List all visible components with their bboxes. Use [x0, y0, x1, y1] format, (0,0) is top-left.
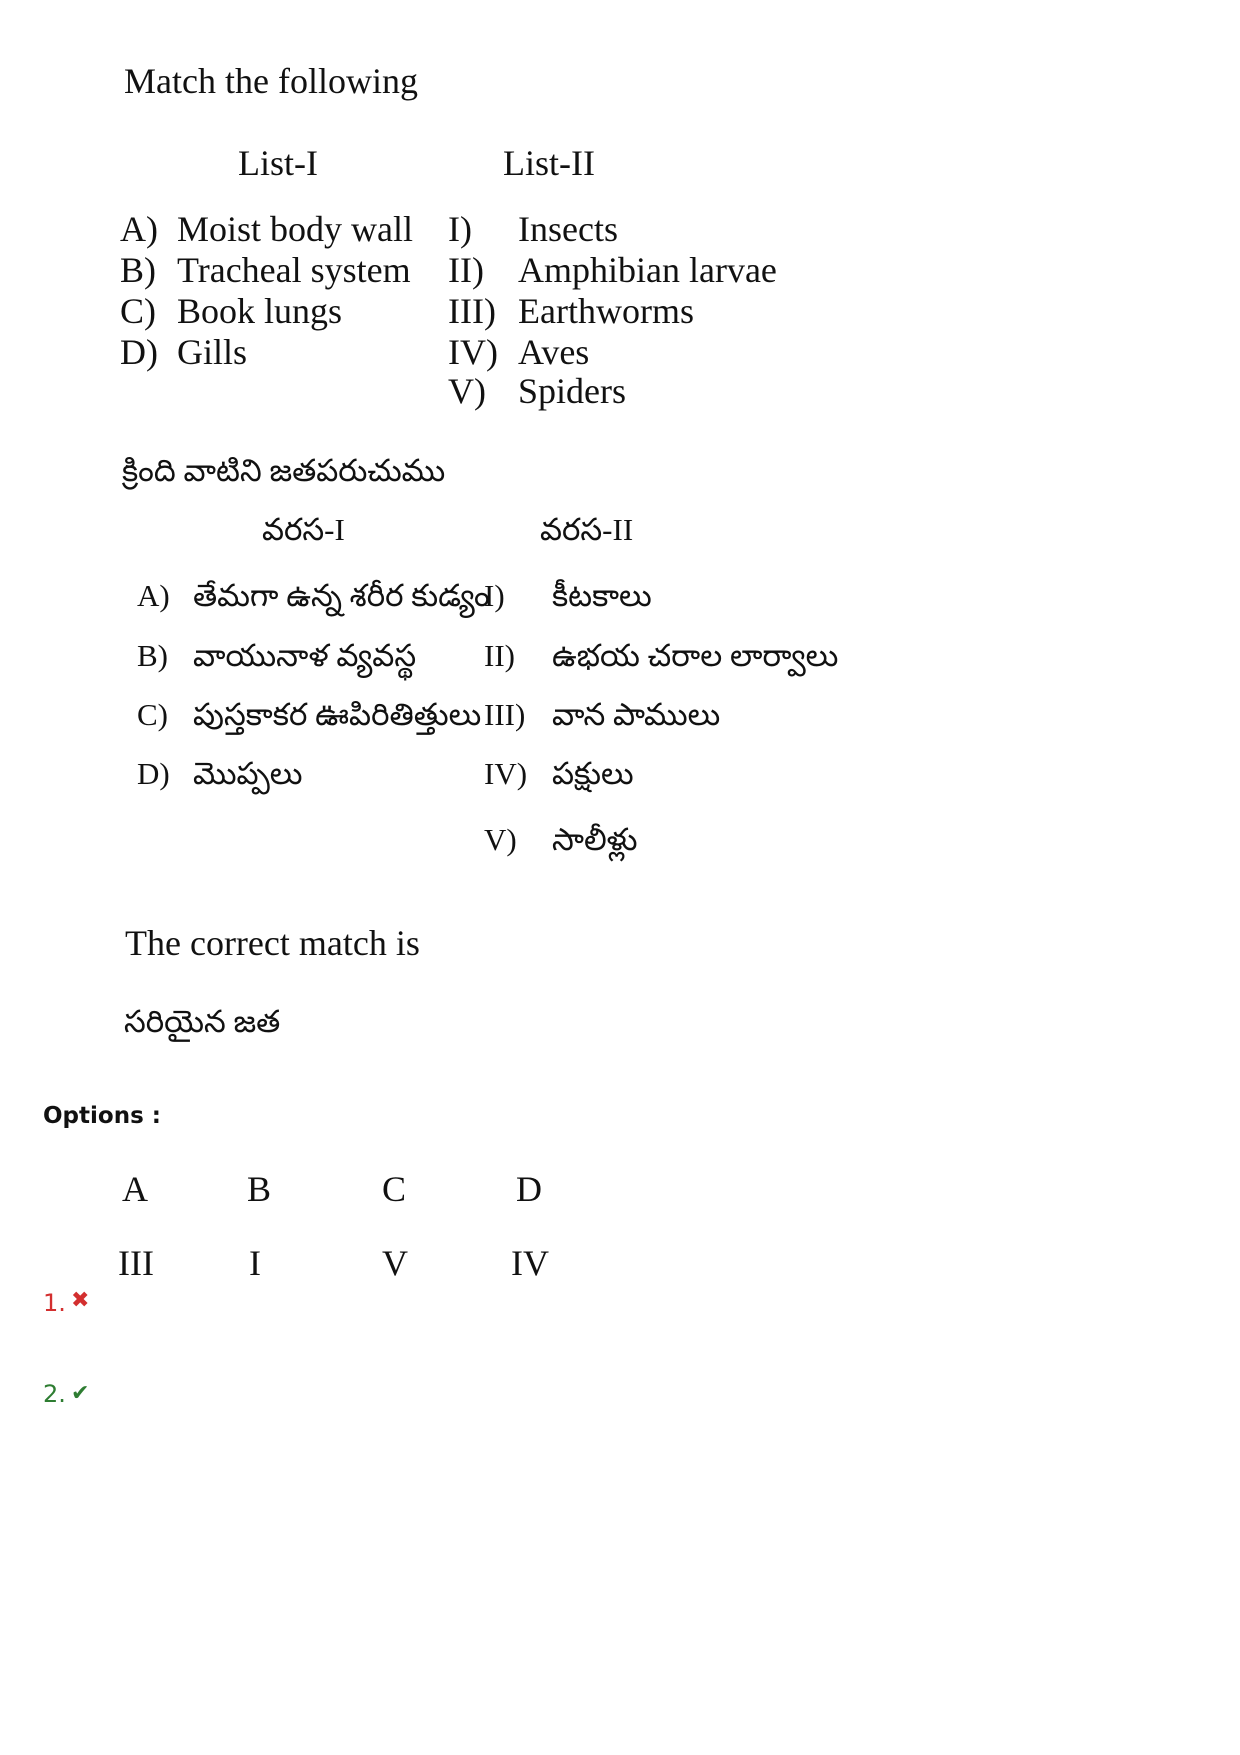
- list2-text: పక్షులు: [552, 756, 634, 791]
- check-icon: ✔: [71, 1381, 90, 1406]
- list1-key: A): [120, 209, 158, 249]
- list2-text: Spiders: [518, 371, 626, 411]
- list2-key: III): [484, 697, 526, 732]
- option-number: 2.: [43, 1380, 66, 1408]
- list2-text: Aves: [518, 332, 590, 372]
- option-2[interactable]: [43, 1380, 89, 1408]
- list2-key: IV): [484, 756, 528, 791]
- option-header-cell: B: [247, 1169, 272, 1209]
- list1-key: D): [137, 756, 170, 791]
- list1-key: D): [120, 332, 158, 372]
- list1-text: Gills: [177, 332, 248, 372]
- option-header-cell: D: [516, 1169, 542, 1209]
- list1-text: పుస్తకాకర ఊపిరితిత్తులు: [193, 697, 482, 732]
- options-label: Options :: [43, 1103, 161, 1129]
- list2-text: వాన పాములు: [552, 697, 721, 732]
- list1-key: A): [137, 578, 170, 613]
- answer-prompt-te: సరియైన జత: [124, 1004, 281, 1039]
- cross-icon: ✖: [71, 1288, 90, 1313]
- list2-key: V): [484, 822, 517, 857]
- question-title-te: క్రింది వాటిని జతపరుచుము: [122, 453, 446, 488]
- list2-key: I): [484, 578, 505, 613]
- list2-text: ఉభయ చరాల లార్వాలు: [552, 638, 839, 673]
- option-1[interactable]: [43, 1288, 89, 1317]
- list2-text: Amphibian larvae: [518, 250, 777, 290]
- list1-text: వాయునాళ వ్యవస్థ: [193, 638, 417, 673]
- list1-text: Moist body wall: [177, 209, 414, 249]
- option-number: 1.: [43, 1289, 66, 1317]
- list2-key: II): [484, 638, 515, 673]
- list1-text: Book lungs: [177, 291, 343, 331]
- list1-key: B): [120, 250, 156, 290]
- option-value-cell: IV: [511, 1243, 549, 1283]
- question-title-en: Match the following: [124, 61, 418, 101]
- option-value-cell: V: [382, 1243, 408, 1283]
- list1-text: మొప్పలు: [193, 756, 303, 791]
- option-value-cell: I: [249, 1243, 261, 1283]
- list2-text: కీటకాలు: [552, 578, 652, 613]
- list2-text: Earthworms: [518, 291, 694, 331]
- list1-key: B): [137, 638, 168, 673]
- list2-key: I): [448, 209, 472, 249]
- list2-heading-te: వరస-II: [540, 512, 634, 547]
- list2-text: సాలీళ్లు: [552, 822, 638, 857]
- list1-key: C): [120, 291, 156, 331]
- answer-prompt-en: The correct match is: [125, 923, 420, 963]
- list1-key: C): [137, 697, 168, 732]
- list2-key: III): [448, 291, 496, 331]
- list2-text: Insects: [518, 209, 618, 249]
- option-value-cell: III: [118, 1243, 154, 1283]
- list2-key: V): [448, 371, 486, 411]
- option-header-cell: C: [382, 1169, 407, 1209]
- list2-key: II): [448, 250, 484, 290]
- option-header-cell: A: [122, 1169, 148, 1209]
- list1-text: Tracheal system: [177, 250, 411, 290]
- list2-key: IV): [448, 332, 498, 372]
- list2-heading-en: List-II: [503, 143, 595, 183]
- list1-heading-te: వరస-I: [262, 512, 345, 547]
- list1-text: తేమగా ఉన్న శరీర కుడ్యం: [193, 578, 490, 613]
- list1-heading-en: List-I: [238, 143, 318, 183]
